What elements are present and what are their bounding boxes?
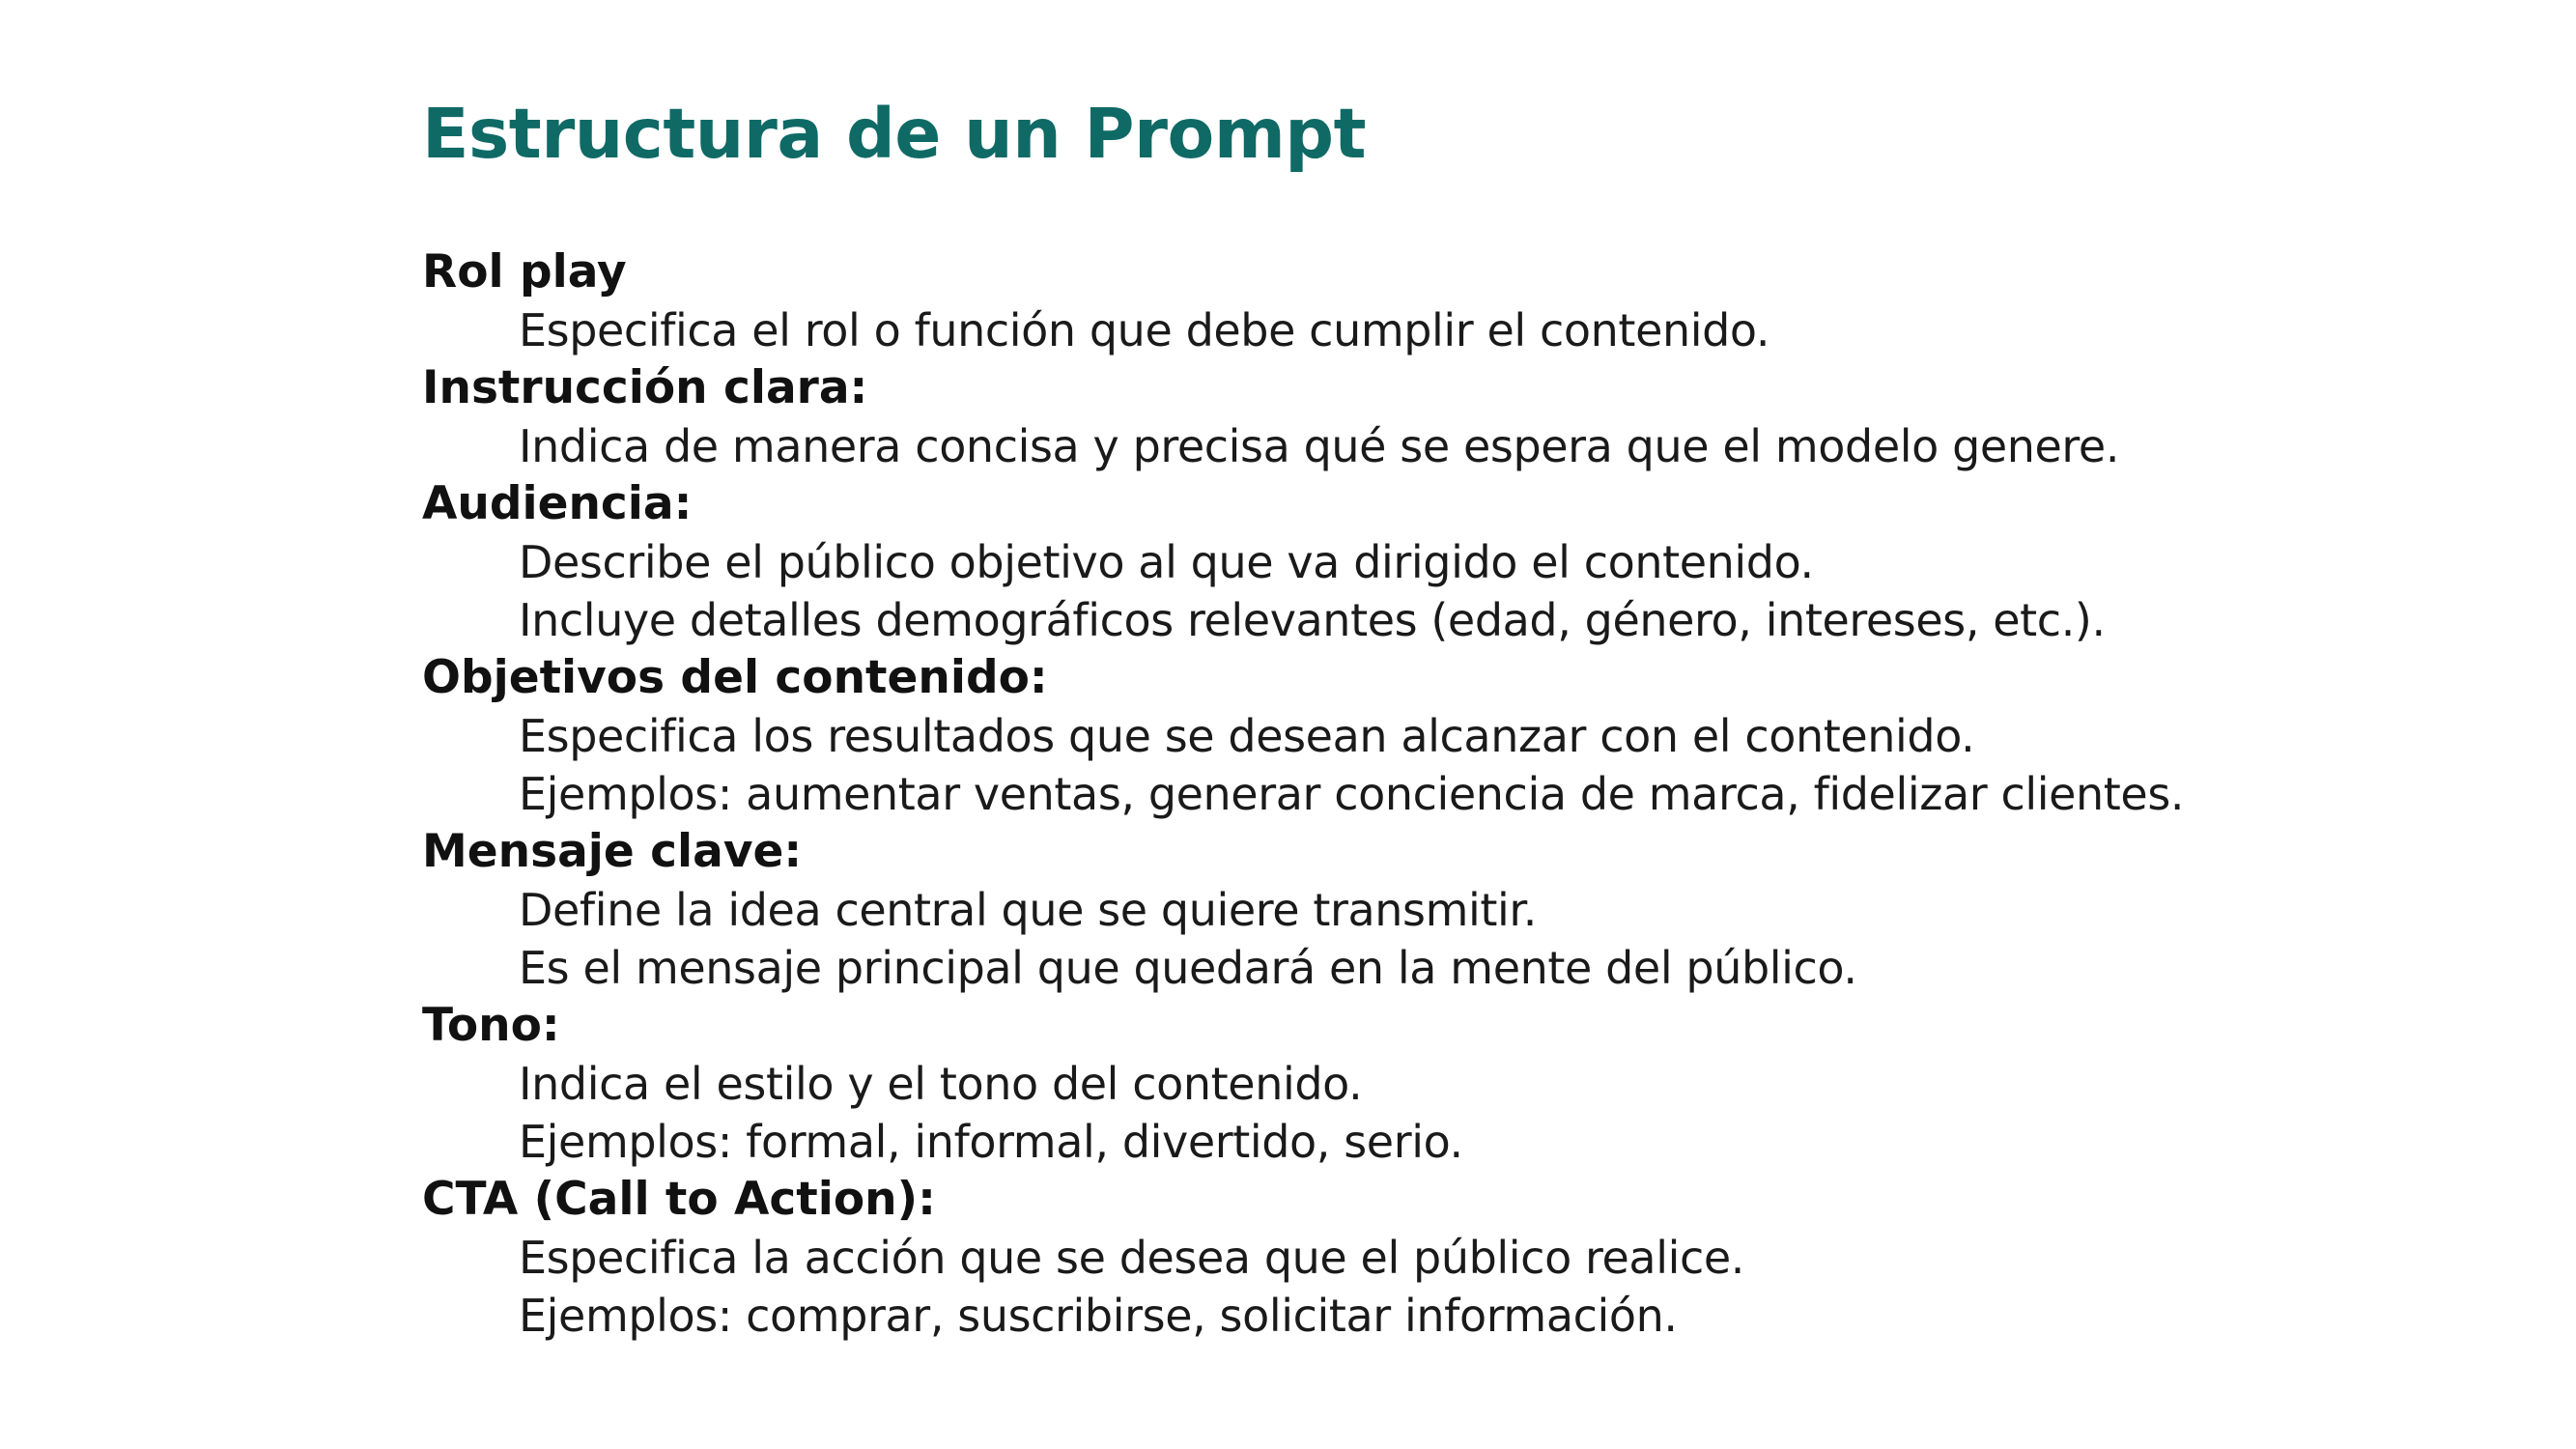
slide-title: Estructura de un Prompt	[422, 94, 1367, 174]
section-line: Es el mensaje principal que quedará en la mente del público.	[519, 942, 1857, 994]
section-line: Especifica la acción que se desea que el público realice.	[519, 1232, 1744, 1284]
section-line: Especifica los resultados que se desean alcanzar con el contenido.	[519, 710, 1975, 762]
section-line: Especifica el rol o función que debe cumplir el contenido.	[519, 304, 1770, 356]
section-objetivos	[422, 649, 2547, 823]
prompt-structure-list	[422, 243, 2547, 1345]
section-rol-play	[422, 243, 2547, 359]
section-line: Indica de manera concisa y precisa qué se espera que el modelo genere.	[519, 420, 2120, 472]
section-line: Indica el estilo y el tono del contenido.	[519, 1058, 1363, 1110]
section-heading: Objetivos del contenido:	[422, 651, 1048, 704]
section-heading: Audiencia:	[422, 477, 693, 530]
section-heading: Rol play	[422, 245, 627, 298]
section-audiencia	[422, 475, 2547, 649]
section-line: Incluye detalles demográficos relevantes (edad, género, intereses, etc.).	[519, 594, 2106, 646]
section-instruccion-clara	[422, 359, 2547, 475]
section-heading: CTA (Call to Action):	[422, 1173, 936, 1226]
section-heading: Tono:	[422, 999, 560, 1052]
section-tono	[422, 997, 2547, 1171]
section-line: Define la idea central que se quiere transmitir.	[519, 884, 1537, 936]
section-line: Ejemplos: comprar, suscribirse, solicitar información.	[519, 1290, 1678, 1342]
section-mensaje-clave	[422, 823, 2547, 997]
section-line: Ejemplos: aumentar ventas, generar conciencia de marca, fidelizar clientes.	[519, 768, 2185, 820]
section-heading: Mensaje clave:	[422, 825, 803, 878]
section-cta	[422, 1171, 2547, 1345]
section-heading: Instrucción clara:	[422, 361, 868, 414]
section-line: Ejemplos: formal, informal, divertido, serio.	[519, 1116, 1463, 1168]
section-line: Describe el público objetivo al que va dirigido el contenido.	[519, 536, 1814, 588]
